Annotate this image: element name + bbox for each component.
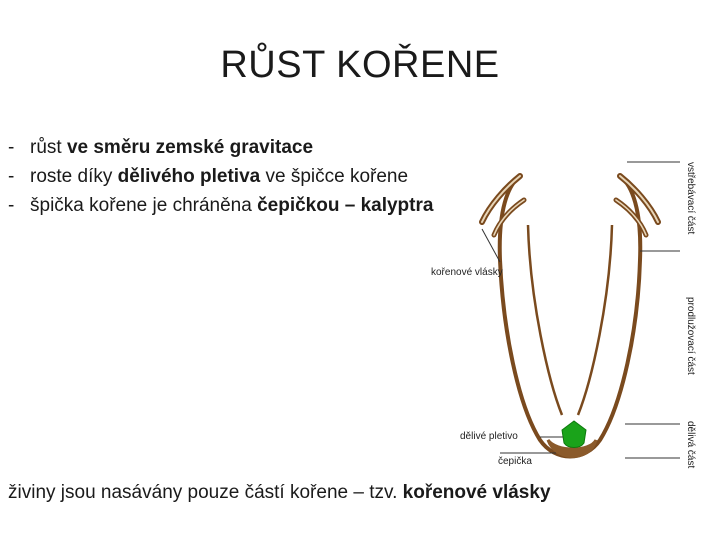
- footer-text: živiny jsou nasávány pouze částí kořene – tzv.: [8, 482, 403, 503]
- meristem: [562, 421, 586, 448]
- bullet-dash: -: [8, 195, 15, 216]
- bullet-text: roste díky: [30, 166, 118, 187]
- bullet-text: špička kořene je chráněna: [30, 195, 258, 216]
- label-zone-elongation: prodlužovací část: [685, 297, 696, 375]
- bullet-text: růst: [30, 137, 67, 158]
- footer-note: [8, 482, 551, 504]
- slide-title: RŮST KOŘENE: [220, 44, 500, 86]
- label-zone-absorption: vstřebávací část: [685, 162, 696, 235]
- label-zone-division: dělivá část: [685, 421, 696, 469]
- root-hair-right-lower: [616, 200, 646, 235]
- label-meristem: dělivé pletivo: [460, 431, 518, 442]
- label-cap: čepička: [498, 456, 532, 467]
- bullet-text-tail: ve špičce kořene: [260, 166, 409, 187]
- bullet-bold-text: čepičkou – kalyptra: [257, 195, 434, 216]
- root-hairs-pointer: [482, 229, 500, 262]
- footer-bold-text: kořenové vlásky: [402, 482, 551, 503]
- root-outer-outline: [500, 176, 641, 457]
- bullet-bold-text: ve směru zemské gravitace: [66, 137, 314, 158]
- bullet-dash: -: [8, 137, 15, 158]
- root-hair-left-lower: [494, 200, 524, 235]
- bullet-bold-text: dělivého pletiva: [117, 166, 261, 187]
- bullet-dash: -: [8, 166, 15, 187]
- label-root-hairs: kořenové vlásky: [431, 267, 503, 278]
- root-inner-outline: [528, 225, 612, 415]
